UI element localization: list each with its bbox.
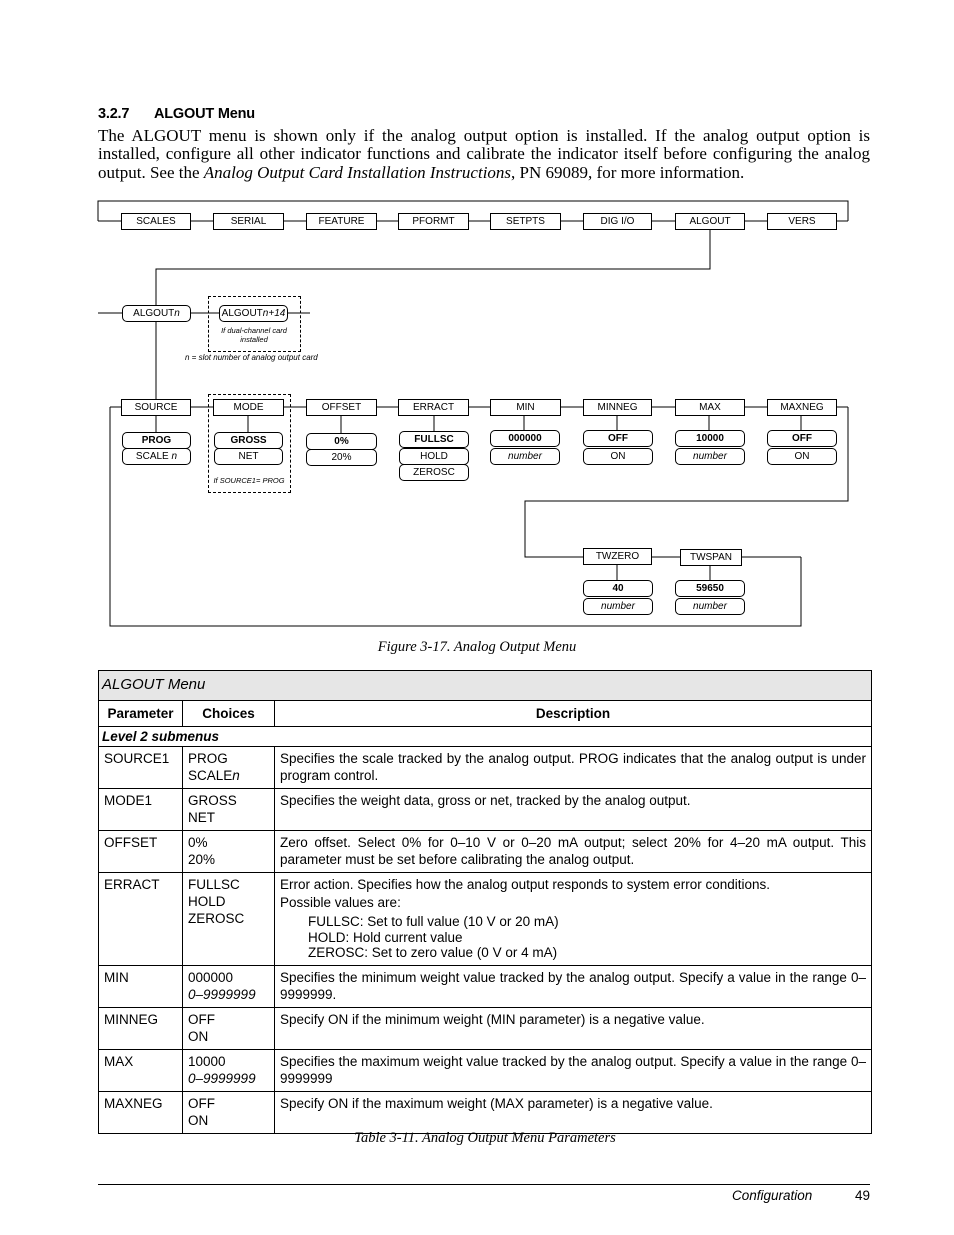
table-group-row	[99, 727, 872, 747]
section-title: ALGOUT Menu	[154, 106, 255, 122]
choice-erract-zerosc: ZEROSC	[399, 464, 469, 481]
row-param: ERRACT	[99, 873, 183, 966]
choice-mode-net: NET	[214, 448, 283, 465]
choice-offset-20: 20%	[306, 449, 377, 466]
param-box-max: MAX	[675, 399, 745, 416]
param-box-min: MIN	[490, 399, 561, 416]
row-choices: OFF ON	[183, 1007, 275, 1049]
choice-max-number: number	[675, 448, 745, 465]
intro-text-1: The ALGOUT menu is shown only if the analog output option is installed. If the analog output option is installed, configure all other indicator functions and calibrate the indicator itself before configuring the analog output. See the	[98, 126, 870, 182]
row-choices: FULLSC HOLD ZEROSC	[183, 873, 275, 966]
row-description: Zero offset. Select 0% for 0–10 V or 0–20 mA output; select 20% for 4–20 mA output. This parameter must be set before calibrating the analog output.	[275, 831, 872, 873]
param-box-maxneg: MAXNEG	[767, 399, 837, 416]
row-choices: 0% 20%	[183, 831, 275, 873]
row-choices: GROSS NET	[183, 789, 275, 831]
choice-minneg-on: ON	[583, 448, 653, 465]
parameter-table	[98, 670, 872, 1134]
choice-twzero-number: number	[583, 598, 653, 615]
footer-rule	[98, 1184, 870, 1185]
choice-maxneg-off: OFF	[767, 430, 837, 447]
row-choices: 000000 0–9999999	[183, 965, 275, 1007]
table-group-label: Level 2 submenus	[99, 727, 872, 747]
intro-text-2: , PN 69089, for more information.	[511, 162, 745, 182]
row-description: Specifies the maximum weight value tracked by the analog output. Specify a value in the range 0–9999999	[275, 1049, 872, 1091]
table-title-row	[99, 671, 872, 701]
row-param: MIN	[99, 965, 183, 1007]
choice-maxneg-on: ON	[767, 448, 837, 465]
row-description: Specify ON if the minimum weight (MIN parameter) is a negative value.	[275, 1007, 872, 1049]
menu-box-scales: SCALES	[121, 213, 191, 230]
choice-source-prog: PROG	[122, 432, 191, 449]
row-description: Specifies the scale tracked by the analog output. PROG indicates that the analog output is under program control.	[275, 747, 872, 789]
mode-note: If SOURCE1= PROG	[213, 476, 285, 485]
table-row	[99, 873, 872, 966]
menu-box-vers: VERS	[767, 213, 837, 230]
param-box-erract: ERRACT	[398, 399, 469, 416]
param-box-twzero: TWZERO	[583, 548, 652, 565]
choice-twspan-number: number	[675, 598, 745, 615]
choice-erract-hold: HOLD	[399, 448, 469, 465]
choice-mode-gross: GROSS	[214, 432, 283, 449]
menu-box-setpts: SETPTS	[490, 213, 561, 230]
menu-box-pformt: PFORMT	[398, 213, 469, 230]
choice-minneg-off: OFF	[583, 430, 653, 447]
param-box-mode: MODE	[213, 399, 284, 416]
menu-box-dig-io: DIG I/O	[583, 213, 652, 230]
table-row	[99, 1091, 872, 1133]
table-row	[99, 965, 872, 1007]
row-description: Specify ON if the maximum weight (MAX parameter) is a negative value.	[275, 1091, 872, 1133]
row-param: SOURCE1	[99, 747, 183, 789]
intro-doc-title: Analog Output Card Installation Instructions	[203, 162, 512, 182]
table-row	[99, 747, 872, 789]
menu-box-feature: FEATURE	[306, 213, 377, 230]
row-param: MINNEG	[99, 1007, 183, 1049]
row-choices: 10000 0–9999999	[183, 1049, 275, 1091]
table-row	[99, 831, 872, 873]
param-box-twspan: TWSPAN	[680, 549, 742, 566]
row-param: MAXNEG	[99, 1091, 183, 1133]
section-number: 3.2.7	[98, 106, 130, 122]
figure-caption: Figure 3-17. Analog Output Menu	[377, 639, 577, 655]
footer-section: Configuration	[732, 1188, 813, 1203]
row-param: OFFSET	[99, 831, 183, 873]
table-caption: Table 3-11. Analog Output Menu Parameters	[354, 1130, 616, 1146]
slot-note: n = slot number of analog output card	[185, 353, 318, 362]
dual-channel-note: If dual-channel card installed	[221, 326, 287, 344]
algout-n14-node: ALGOUTn+14	[219, 305, 288, 322]
choice-min-number: number	[490, 448, 560, 465]
header-parameter: Parameter	[99, 701, 183, 727]
param-box-minneg: MINNEG	[583, 399, 652, 416]
choice-source-scale: SCALE n	[122, 448, 191, 465]
row-param: MODE1	[99, 789, 183, 831]
table-row	[99, 789, 872, 831]
table-row	[99, 1049, 872, 1091]
algout-n-node: ALGOUTn	[122, 305, 191, 322]
menu-box-serial: SERIAL	[213, 213, 284, 230]
choice-max-value: 10000	[675, 430, 745, 447]
row-description: Specifies the minimum weight value tracked by the analog output. Specify a value in the range 0–9999999.	[275, 965, 872, 1007]
param-box-source: SOURCE	[121, 399, 191, 416]
table-title: ALGOUT Menu	[99, 671, 872, 701]
choice-offset-0: 0%	[306, 433, 377, 450]
row-description: Specifies the weight data, gross or net, tracked by the analog output.	[275, 789, 872, 831]
page-number: 49	[855, 1188, 871, 1203]
choice-twspan-value: 59650	[675, 580, 745, 597]
row-description: Error action. Specifies how the analog output responds to system error conditions. Possible values are: FULLSC: Set to full value (10 V or 20 mA) HOLD: Hold current value ZEROSC: Set to zero value (0 V or 4 mA)	[275, 873, 872, 966]
header-description: Description	[275, 701, 872, 727]
choice-min-value: 000000	[490, 430, 560, 447]
choice-twzero-value: 40	[583, 580, 653, 597]
table-row	[99, 1007, 872, 1049]
row-choices: OFF ON	[183, 1091, 275, 1133]
menu-box-algout: ALGOUT	[675, 213, 745, 230]
table-header-row	[99, 701, 872, 727]
row-param: MAX	[99, 1049, 183, 1091]
choice-erract-fullsc: FULLSC	[399, 431, 469, 448]
row-choices: PROG SCALEn	[183, 747, 275, 789]
param-box-offset: OFFSET	[306, 399, 377, 416]
header-choices: Choices	[183, 701, 275, 727]
